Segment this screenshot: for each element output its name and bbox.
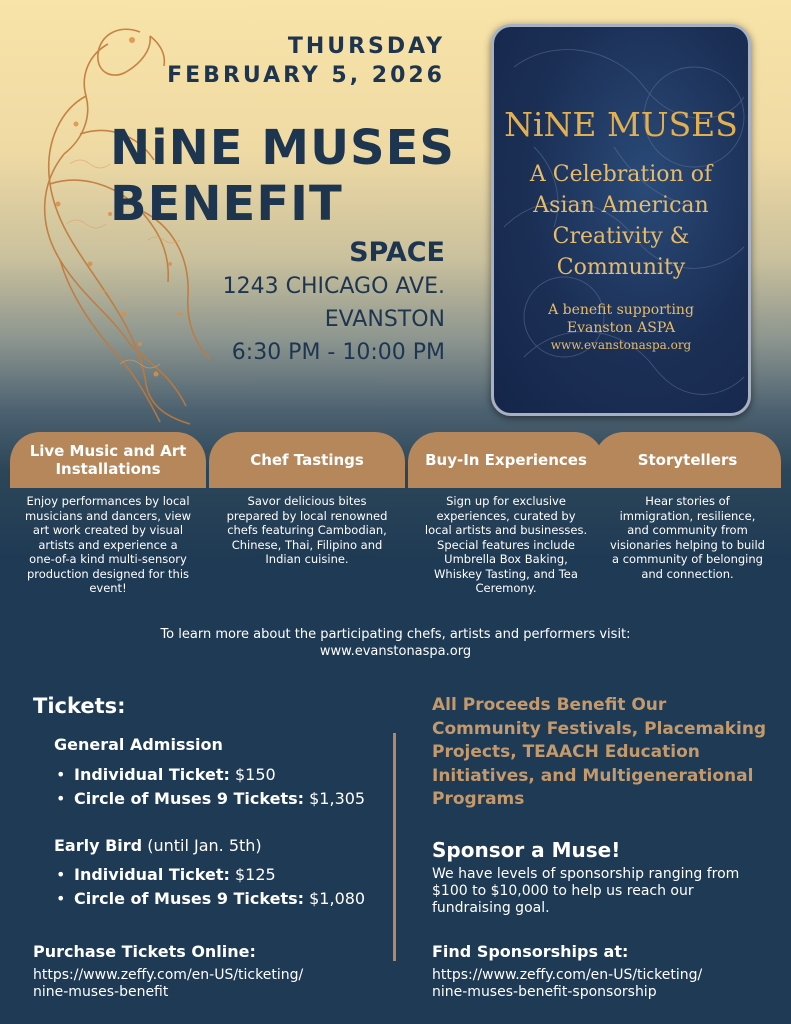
sponsorship-url-line: nine-muses-benefit-sponsorship — [432, 984, 657, 1000]
early-bird-list — [54, 863, 365, 911]
poster-subtitle-line: A Celebration of — [529, 162, 713, 187]
purchase-heading: Purchase Tickets Online: — [33, 942, 256, 961]
purchase-url-line: https://www.zeffy.com/en-US/ticketing/ — [33, 967, 304, 983]
poster-subtitle-line: Asian American — [533, 193, 709, 218]
learn-more-text: To learn more about the participating chefs, artists and performers visit: — [160, 627, 631, 642]
general-admission-heading: General Admission — [54, 735, 223, 754]
poster-benefit — [494, 301, 748, 337]
list-item — [54, 887, 365, 911]
event-title-line1: NiNE MUSES — [110, 120, 455, 176]
ticket-label: Individual Ticket: — [74, 765, 230, 784]
ticket-label: Circle of Muses 9 Tickets: — [74, 789, 305, 808]
ticket-price: $1,080 — [309, 889, 366, 908]
learn-more-url: www.evanstonaspa.org — [319, 644, 472, 659]
event-venue — [223, 236, 445, 369]
feature-storytellers — [594, 432, 781, 581]
proceeds-statement: All Proceeds Benefit Our Community Festivals, Placemaking Projects, TEAACH Education Initiatives, and Multigenerational Programs — [432, 695, 767, 809]
ticket-label: Individual Ticket: — [74, 865, 230, 884]
learn-more — [0, 626, 791, 660]
feature-description: Savor delicious bites prepared by local renowned chefs featuring Cambodian, Chinese, Thai, Filipino and Indian cuisine. — [226, 494, 388, 566]
poster-title: NiNE MUSES — [504, 105, 738, 144]
tickets-heading: Tickets: — [33, 694, 126, 718]
ticket-price: $125 — [234, 865, 276, 884]
ticket-price: $150 — [234, 765, 276, 784]
event-title — [110, 120, 460, 232]
column-divider — [393, 733, 396, 961]
list-item — [54, 863, 365, 887]
feature-title: Live Music and Art Installations — [10, 432, 206, 488]
ticket-price: $1,305 — [309, 789, 366, 808]
event-full-date: FEBRUARY 5, 2026 — [167, 63, 445, 88]
event-time: 6:30 PM - 10:00 PM — [231, 340, 445, 365]
sponsorship-url-link[interactable] — [432, 967, 772, 1001]
venue-address: 1243 CHICAGO AVE. — [222, 274, 445, 299]
early-bird-heading — [54, 836, 262, 855]
sponsorship-url-line: https://www.zeffy.com/en-US/ticketing/ — [432, 967, 703, 983]
list-item — [54, 763, 365, 787]
purchase-url-line: nine-muses-benefit — [33, 984, 169, 1000]
find-sponsorships-heading: Find Sponsorships at: — [432, 942, 629, 961]
list-item — [54, 787, 365, 811]
poster-url: www.evanstonaspa.org — [550, 338, 692, 352]
venue-city: EVANSTON — [324, 307, 445, 332]
poster-subtitle — [494, 159, 748, 283]
feature-buy-in-experiences — [408, 432, 604, 596]
sponsor-heading: Sponsor a Muse! — [432, 838, 621, 862]
early-bird-label: Early Bird — [54, 836, 143, 855]
ticket-label: Circle of Muses 9 Tickets: — [74, 889, 305, 908]
sponsor-description: We have levels of sponsorship ranging from $100 to $10,000 to help us reach our fundraising goal. — [432, 866, 740, 916]
feature-title: Buy-In Experiences — [408, 432, 604, 488]
event-date — [167, 32, 445, 90]
feature-title: Chef Tastings — [209, 432, 405, 488]
purchase-url-link[interactable] — [33, 967, 373, 1001]
poster-subtitle-line: Community — [556, 255, 686, 280]
feature-live-music — [10, 432, 206, 596]
event-poster — [491, 24, 751, 416]
event-day: THURSDAY — [287, 34, 445, 59]
venue-name: SPACE — [349, 237, 445, 268]
poster-benefit-line: A benefit supporting — [548, 302, 694, 318]
feature-description: Hear stories of immigration, resilience, and community from visionaries helping to build a community of belonging and connection. — [610, 494, 765, 581]
feature-chef-tastings — [209, 432, 405, 567]
feature-description: Enjoy performances by local musicians and dancers, view art work created by visual artists and experience a one-of-a kind multi-sensory production designed for this event! — [24, 494, 191, 595]
feature-title: Storytellers — [594, 432, 781, 488]
event-title-line2: BENEFIT — [110, 176, 343, 232]
early-bird-note: (until Jan. 5th) — [147, 836, 262, 855]
general-admission-list — [54, 763, 365, 811]
poster-subtitle-line: Creativity & — [552, 224, 690, 249]
features-section — [10, 432, 781, 612]
poster-benefit-line: Evanston ASPA — [566, 320, 676, 336]
feature-description: Sign up for exclusive experiences, curated by local artists and businesses. Special features include Umbrella Box Baking, Whiskey Tasting, and Tea Ceremony. — [424, 494, 588, 595]
